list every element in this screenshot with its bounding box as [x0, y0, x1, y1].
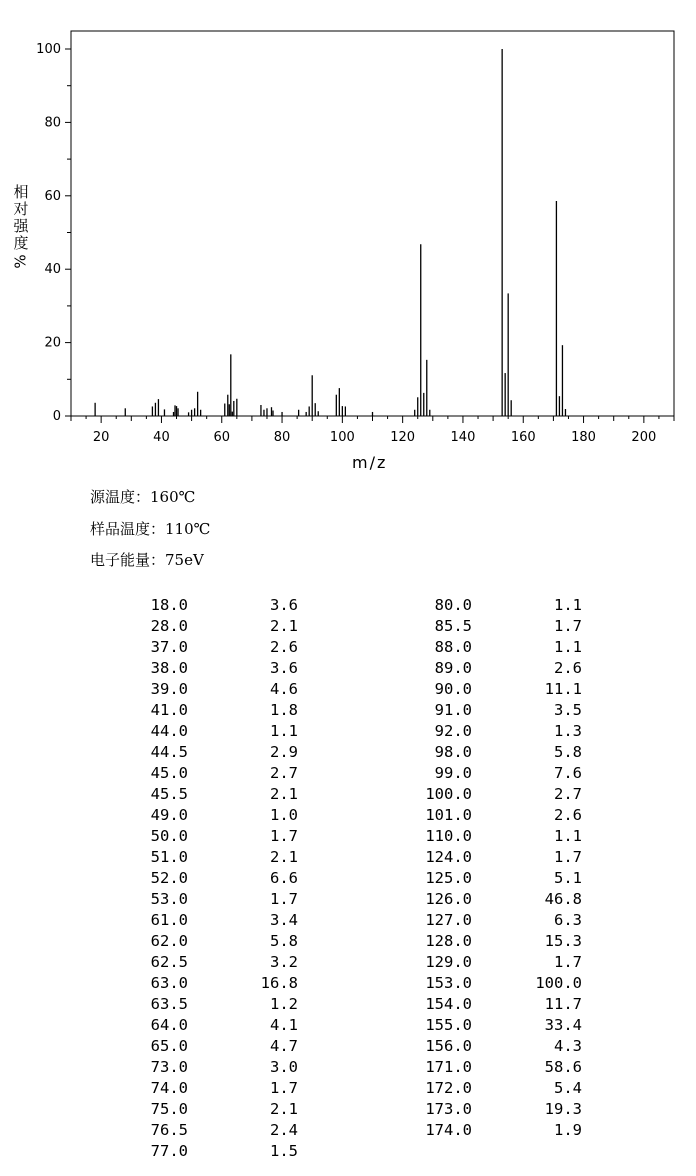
mz-value: 154.0	[425, 995, 472, 1013]
intensity-value: 1.7	[270, 827, 298, 845]
mz-value: 73.0	[150, 1058, 188, 1076]
intensity-value: 58.6	[544, 1058, 582, 1076]
mz-value: 38.0	[150, 659, 188, 677]
mz-value: 53.0	[150, 890, 188, 908]
mz-value: 156.0	[425, 1037, 472, 1055]
intensity-value: 100.0	[535, 974, 582, 992]
mz-value: 44.5	[150, 743, 188, 761]
intensity-value: 3.0	[270, 1058, 298, 1076]
mz-value: 153.0	[425, 974, 472, 992]
x-tick-label: 40	[153, 430, 170, 445]
intensity-value: 5.8	[554, 743, 582, 761]
mz-value: 63.0	[150, 974, 188, 992]
mz-value: 77.0	[150, 1142, 188, 1160]
mz-value: 62.0	[150, 932, 188, 950]
electron-energy: 电子能量：75eV	[90, 551, 204, 569]
intensity-value: 1.8	[270, 701, 298, 719]
mz-value: 90.0	[434, 680, 472, 698]
x-tick-label: 160	[510, 430, 536, 445]
mz-value: 37.0	[150, 638, 188, 656]
x-tick-label: 20	[92, 430, 110, 445]
intensity-value: 2.7	[554, 785, 582, 803]
mz-value: 129.0	[425, 953, 472, 971]
y-axis-label-char: 强	[13, 217, 29, 235]
intensity-value: 2.6	[270, 638, 298, 656]
x-tick-label: 80	[273, 430, 291, 445]
mz-value: 171.0	[425, 1058, 472, 1076]
intensity-value: 1.3	[554, 722, 582, 740]
mz-value: 125.0	[425, 869, 472, 887]
intensity-value: 1.5	[270, 1142, 298, 1160]
mz-value: 18.0	[150, 596, 188, 614]
mz-value: 52.0	[150, 869, 188, 887]
y-tick-label: 40	[44, 262, 61, 278]
intensity-value: 11.1	[544, 680, 582, 698]
intensity-value: 2.1	[270, 1100, 298, 1118]
x-tick-label: 180	[571, 430, 596, 445]
mz-value: 64.0	[150, 1016, 188, 1034]
intensity-value: 1.7	[554, 848, 582, 866]
intensity-value: 3.4	[270, 911, 298, 929]
intensity-value: 1.1	[554, 638, 582, 656]
intensity-value: 3.6	[270, 659, 298, 677]
y-axis-label-unit: %	[11, 254, 30, 269]
mz-value: 155.0	[425, 1016, 472, 1034]
mz-value: 172.0	[425, 1079, 472, 1097]
mz-value: 101.0	[425, 806, 472, 824]
intensity-value: 11.7	[544, 995, 582, 1013]
intensity-value: 2.4	[270, 1121, 298, 1139]
intensity-value: 5.4	[554, 1079, 582, 1097]
mz-value: 41.0	[150, 701, 188, 719]
mz-value: 126.0	[425, 890, 472, 908]
intensity-value: 2.9	[270, 743, 298, 761]
mz-value: 92.0	[434, 722, 472, 740]
mz-value: 128.0	[425, 932, 472, 950]
mz-value: 88.0	[434, 638, 472, 656]
mz-value: 49.0	[150, 806, 188, 824]
mz-value: 99.0	[434, 764, 472, 782]
intensity-value: 1.0	[270, 806, 298, 824]
y-tick-label: 20	[44, 335, 61, 351]
x-axis-label: m/z	[352, 453, 388, 472]
intensity-value: 4.3	[554, 1037, 582, 1055]
mz-value: 51.0	[150, 848, 188, 866]
y-tick-label: 100	[36, 42, 61, 57]
mz-value: 89.0	[434, 659, 472, 677]
intensity-value: 33.4	[544, 1016, 582, 1034]
y-axis-ticks	[36, 42, 71, 424]
mz-value: 74.0	[150, 1079, 188, 1097]
intensity-value: 4.1	[270, 1016, 298, 1034]
mz-value: 76.5	[150, 1121, 188, 1139]
mz-value: 127.0	[425, 911, 472, 929]
intensity-value: 16.8	[260, 974, 298, 992]
mz-value: 75.0	[150, 1100, 188, 1118]
intensity-value: 15.3	[544, 932, 582, 950]
mz-value: 65.0	[150, 1037, 188, 1055]
mz-value: 174.0	[425, 1121, 472, 1139]
intensity-value: 1.9	[554, 1121, 582, 1139]
mz-value: 110.0	[425, 827, 472, 845]
mz-value: 80.0	[434, 596, 472, 614]
intensity-value: 2.6	[554, 659, 582, 677]
x-tick-label: 120	[390, 430, 416, 445]
mz-value: 50.0	[150, 827, 188, 845]
x-tick-label: 200	[631, 430, 657, 445]
intensity-value: 1.7	[554, 953, 582, 971]
y-axis-label	[10, 184, 32, 270]
y-tick-label: 80	[44, 115, 61, 131]
intensity-value: 2.7	[270, 764, 298, 782]
intensity-value: 1.2	[270, 995, 298, 1013]
intensity-value: 5.1	[554, 869, 582, 887]
intensity-value: 6.3	[554, 911, 582, 929]
y-tick-label: 60	[44, 188, 61, 204]
intensity-value: 4.6	[270, 680, 298, 698]
intensity-value: 6.6	[270, 869, 298, 887]
y-axis-label-char: 度	[13, 234, 29, 252]
mass-spectrum-chart	[0, 0, 696, 480]
mz-value: 39.0	[150, 680, 188, 698]
x-tick-label: 100	[329, 430, 355, 445]
mz-value: 45.0	[150, 764, 188, 782]
mz-value: 45.5	[150, 785, 188, 803]
intensity-value: 1.7	[270, 890, 298, 908]
y-axis-label-char: 对	[13, 200, 29, 218]
intensity-value: 1.1	[554, 827, 582, 845]
intensity-value: 7.6	[554, 764, 582, 782]
peak-bars	[95, 49, 565, 416]
intensity-value: 2.1	[270, 848, 298, 866]
mz-value: 85.5	[434, 617, 472, 635]
intensity-value: 2.6	[554, 806, 582, 824]
mz-value: 28.0	[150, 617, 188, 635]
intensity-value: 3.6	[270, 596, 298, 614]
y-axis-label-char: 相	[13, 183, 29, 201]
intensity-value: 5.8	[270, 932, 298, 950]
intensity-value: 1.7	[554, 617, 582, 635]
intensity-value: 4.7	[270, 1037, 298, 1055]
intensity-value: 3.2	[270, 953, 298, 971]
mz-value: 98.0	[434, 743, 472, 761]
intensity-value: 1.1	[554, 596, 582, 614]
mz-value: 91.0	[434, 701, 472, 719]
intensity-value: 46.8	[544, 890, 582, 908]
mz-value: 173.0	[425, 1100, 472, 1118]
plot-frame	[71, 31, 674, 416]
x-axis-ticks	[71, 416, 674, 445]
intensity-value: 1.7	[270, 1079, 298, 1097]
sample-temperature: 样品温度：110℃	[90, 520, 211, 538]
mz-value: 124.0	[425, 848, 472, 866]
source-temperature: 源温度：160℃	[90, 488, 196, 506]
x-tick-label: 140	[450, 430, 476, 445]
mz-value: 100.0	[425, 785, 472, 803]
intensity-value: 1.1	[270, 722, 298, 740]
intensity-value: 3.5	[554, 701, 582, 719]
intensity-value: 19.3	[544, 1100, 582, 1118]
intensity-value: 2.1	[270, 617, 298, 635]
x-tick-label: 60	[213, 430, 231, 445]
mz-value: 62.5	[150, 953, 188, 971]
y-tick-label: 0	[52, 409, 61, 424]
intensity-value: 2.1	[270, 785, 298, 803]
mz-value: 61.0	[150, 911, 188, 929]
mz-value: 44.0	[150, 722, 188, 740]
mz-value: 63.5	[150, 995, 188, 1013]
